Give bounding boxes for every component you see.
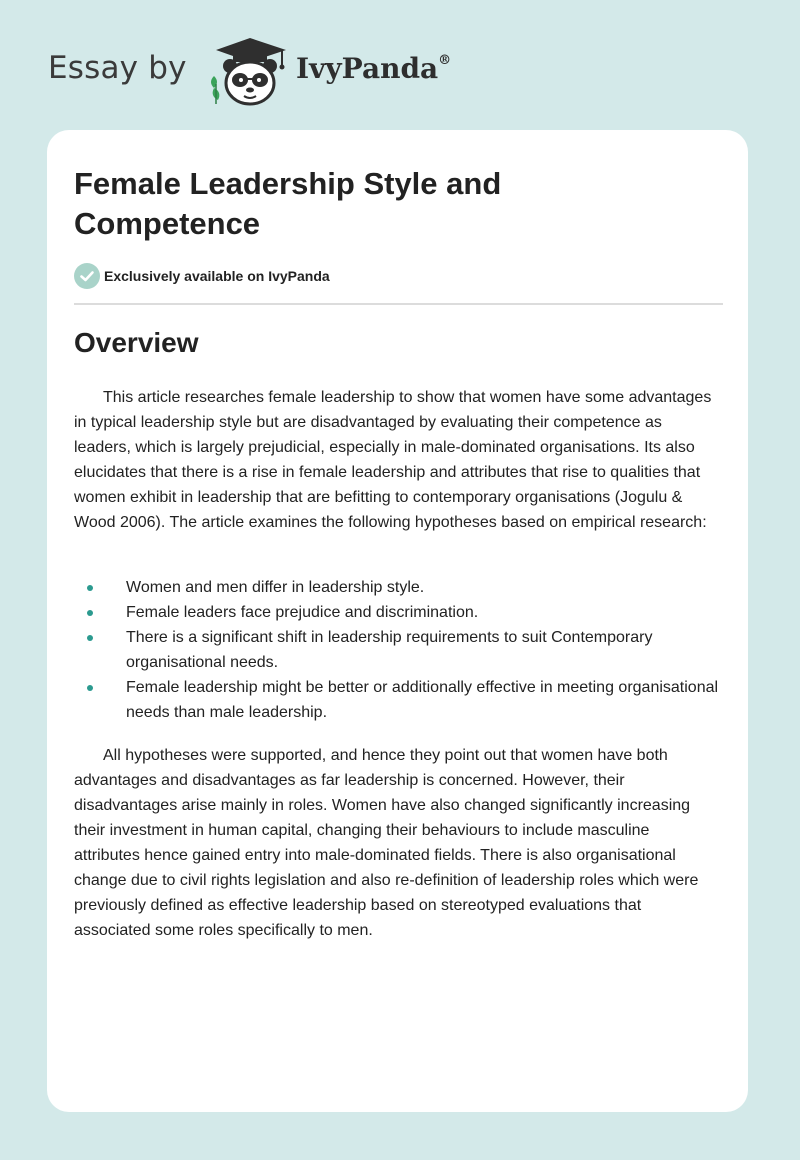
hypotheses-list bbox=[74, 575, 719, 725]
list-item-text: Female leaders face prejudice and discrimination. bbox=[126, 604, 479, 621]
list-item-text: There is a significant shift in leadership requirements to suit Contemporary organisational needs. bbox=[126, 629, 653, 671]
list-item-text: Women and men differ in leadership style. bbox=[126, 579, 425, 596]
panda-graduate-icon[interactable] bbox=[204, 36, 294, 108]
divider bbox=[74, 303, 723, 305]
section-heading: Overview bbox=[74, 327, 199, 358]
check-circle-icon bbox=[74, 263, 100, 289]
list-item bbox=[74, 625, 719, 675]
essay-card bbox=[47, 130, 748, 1112]
site-header bbox=[48, 36, 648, 106]
bullet-dot bbox=[87, 685, 93, 691]
bullet-dot bbox=[87, 610, 93, 616]
registered-mark: ® bbox=[438, 52, 452, 68]
paragraph: This article researches female leadership to show that women have some advantages in typical leadership style but are disadvantaged by evaluating their competence as leaders, which is largely prejudicial, especially in male-dominated organisations. Its also elucidates that there is a rise in female leadership and attributes that rise to qualities that women exhibit in leadership that are befitting to contemporary organisations (Jogulu & Wood 2006). The article examines the following hypotheses based on empirical research: bbox=[74, 389, 712, 531]
bullet-dot bbox=[87, 635, 93, 641]
list-item bbox=[74, 600, 719, 625]
list-item bbox=[74, 575, 719, 600]
list-item-text: Female leadership might be better or additionally effective in meeting organisational needs than male leadership. bbox=[126, 679, 719, 721]
list-item bbox=[74, 675, 719, 725]
badge-label: Exclusively available on IvyPanda bbox=[104, 268, 330, 284]
page-title: Female Leadership Style and Competence bbox=[74, 166, 502, 241]
essay-by-label: Essay by bbox=[48, 50, 187, 86]
brand-name[interactable]: IvyPanda® bbox=[296, 52, 452, 85]
bullet-dot bbox=[87, 585, 93, 591]
paragraph: All hypotheses were supported, and hence they point out that women have both advantages and disadvantages as far leadership is concerned. However, their disadvantages arise mainly in roles. Women have also changed significantly increasing their investment in human capital, changing their behaviours to include masculine attributes hence gained entry into male-dominated fields. There is also organisational change due to civil rights legislation and also re-definition of leadership roles which were previously defined as effective leadership based on stereotyped evaluations that associated some roles specifically to men. bbox=[74, 747, 699, 939]
